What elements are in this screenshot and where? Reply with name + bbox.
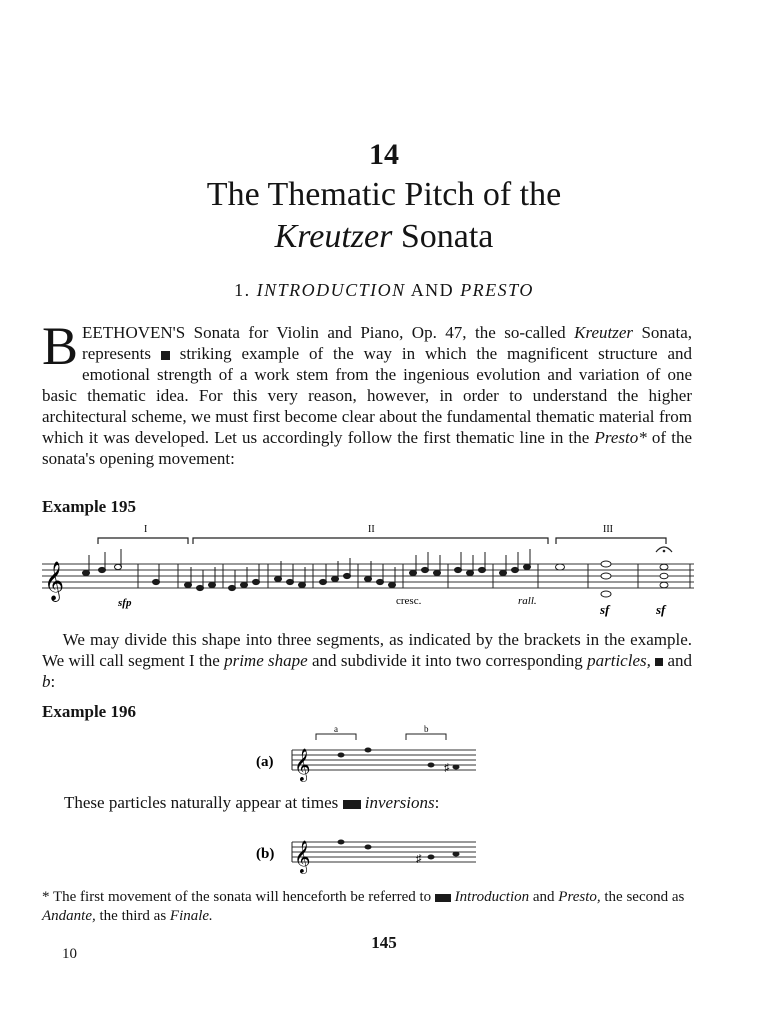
fn-text-c: the second as xyxy=(600,889,685,905)
fn-presto: Presto, xyxy=(558,889,601,905)
fn-finale: Finale. xyxy=(169,908,213,924)
chapter-title-line1: The Thematic Pitch of the xyxy=(206,176,562,213)
p1-text-c: striking example of the way in which the magnificent structure and emotional strength of a work stem from the ingenious evolution and variation of one basic thematic idea. For this very reason, however, in order to understand the higher architectural scheme, we must first become clear about the fundamental thematic material from which it was developed. Let us accordingly follow the first thematic line in the xyxy=(42,344,692,447)
p2-text-c: and xyxy=(663,651,693,670)
fermata-dot-icon xyxy=(663,550,666,553)
notes-a xyxy=(338,748,460,770)
example-196-heading: Example 196 xyxy=(42,702,136,721)
bracket-i xyxy=(98,538,188,544)
p2-prime-shape: prime shape xyxy=(224,651,308,670)
drop-cap: B xyxy=(42,316,79,376)
staff-lines-b xyxy=(292,842,476,862)
p2-text-d: : xyxy=(50,672,56,691)
example-196a-score xyxy=(256,722,486,784)
p1-text-a: EETHOVEN'S Sonata for Violin and Piano, Op. 47, the so-called xyxy=(82,323,575,342)
page-number: 145 xyxy=(371,933,397,952)
bracket-b xyxy=(406,734,446,740)
section-introduction: INTRODUCTION xyxy=(256,280,406,300)
page-marker-left: 10 xyxy=(62,946,77,962)
section-number: 1. xyxy=(234,280,251,300)
ink-blot-icon xyxy=(343,800,361,809)
bracket-label-iii: III xyxy=(603,524,613,535)
paragraph-2 xyxy=(42,629,692,692)
paragraph-3 xyxy=(64,792,684,813)
bracket-label-i: I xyxy=(144,524,148,535)
ink-blot-icon xyxy=(161,351,170,360)
dynamic-sf-2: sf xyxy=(656,602,666,617)
fn-text-a: * The first movement of the sonata will henceforth be referred to xyxy=(42,889,435,905)
bracket-iii xyxy=(556,538,666,544)
sharp-icon: ♯ xyxy=(416,853,422,865)
fn-introduction: Introduction xyxy=(454,889,530,905)
particle-b-label: b xyxy=(424,724,429,734)
dynamic-cresc: cresc. xyxy=(396,595,422,607)
footnote xyxy=(42,888,702,926)
sharp-icon: ♯ xyxy=(444,762,450,774)
dynamic-sfp: sfp xyxy=(118,597,132,609)
p3-text-b: : xyxy=(434,793,440,812)
example-196b-score xyxy=(256,836,486,876)
title-sonata: Sonata xyxy=(400,218,494,255)
dynamic-rall: rall. xyxy=(518,595,537,607)
p2-text-b: and subdivide it into two corresponding xyxy=(307,651,588,670)
label-b: (b) xyxy=(256,846,275,862)
ink-blot-icon xyxy=(435,894,451,902)
notes xyxy=(83,549,669,597)
title-kreutzer: Kreutzer xyxy=(274,218,393,255)
p2-particles: particles, xyxy=(587,651,651,670)
label-a: (a) xyxy=(256,754,274,770)
section-presto: PRESTO xyxy=(460,280,534,300)
p2-text-a: We may divide this shape into three segments, as indicated by the brackets in the example. We will call segment I the xyxy=(42,630,692,670)
ink-blot-icon xyxy=(655,658,663,666)
p3-text-a: These particles naturally appear at times xyxy=(64,793,343,812)
paragraph-1 xyxy=(42,316,692,469)
p1-text-d: of the sonata's opening movement: xyxy=(42,428,692,468)
p1-kreutzer: Kreutzer xyxy=(574,323,633,342)
p2-b: b xyxy=(42,672,51,691)
treble-clef-icon: 𝄞 xyxy=(44,563,65,600)
example-195-score xyxy=(38,518,698,618)
treble-clef-icon: 𝄞 xyxy=(294,750,311,781)
fn-text-b: and xyxy=(529,889,559,905)
fn-andante: Andante, xyxy=(42,908,96,924)
particle-a-label: a xyxy=(334,724,338,734)
p1-presto: Presto* xyxy=(594,428,647,447)
dynamic-sf-1: sf xyxy=(600,602,610,617)
fn-text-d: the third as xyxy=(95,908,170,924)
p1-text-b: Sonata, represents xyxy=(82,323,692,363)
example-195-heading: Example 195 xyxy=(42,497,136,516)
section-heading xyxy=(0,280,768,301)
bracket-a xyxy=(316,734,356,740)
bracket-label-ii: II xyxy=(368,524,375,535)
chapter-number: 14 xyxy=(369,138,399,171)
bracket-ii xyxy=(193,538,548,544)
notes-b xyxy=(338,840,460,860)
section-and: AND xyxy=(410,280,455,300)
p3-inversions: inversions xyxy=(364,793,435,812)
treble-clef-icon: 𝄞 xyxy=(294,842,311,873)
chapter-title-line2 xyxy=(0,220,768,254)
